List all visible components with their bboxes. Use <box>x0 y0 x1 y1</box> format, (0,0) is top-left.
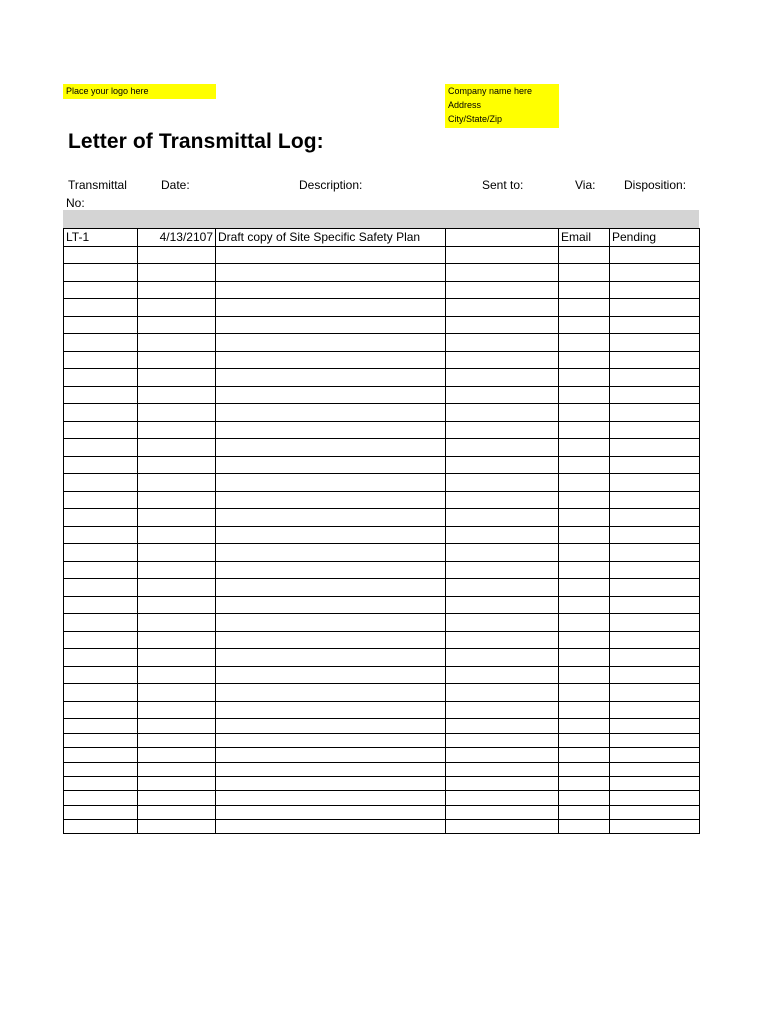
cell-description <box>216 684 446 702</box>
cell-via <box>559 748 610 763</box>
cell-disposition <box>610 282 700 299</box>
cell-disposition <box>610 352 700 369</box>
cell-description <box>216 791 446 806</box>
company-city-state-zip: City/State/Zip <box>448 114 503 124</box>
cell-via <box>559 579 610 597</box>
table-row <box>64 422 700 439</box>
table-row <box>64 527 700 544</box>
cell-disposition <box>610 614 700 632</box>
cell-transmittal-no <box>64 474 138 492</box>
cell-disposition <box>610 649 700 667</box>
table-row <box>64 579 700 597</box>
cell-description <box>216 579 446 597</box>
cell-sent-to <box>446 562 559 579</box>
table-row <box>64 820 700 834</box>
transmittal-log-body <box>64 229 700 834</box>
cell-description <box>216 474 446 492</box>
cell-date <box>138 264 216 282</box>
cell-sent-to <box>446 579 559 597</box>
table-row <box>64 777 700 791</box>
cell-sent-to <box>446 299 559 317</box>
cell-disposition <box>610 527 700 544</box>
cell-sent-to <box>446 282 559 299</box>
cell-description <box>216 334 446 352</box>
cell-transmittal-no <box>64 317 138 334</box>
cell-date <box>138 820 216 834</box>
table-row <box>64 509 700 527</box>
table-row <box>64 334 700 352</box>
cell-description <box>216 667 446 684</box>
cell-transmittal-no <box>64 282 138 299</box>
cell-sent-to <box>446 544 559 562</box>
cell-sent-to <box>446 719 559 734</box>
cell-transmittal-no <box>64 702 138 719</box>
cell-sent-to <box>446 734 559 748</box>
cell-date <box>138 492 216 509</box>
cell-description <box>216 247 446 264</box>
header-transmittal-line2: No: <box>66 196 85 210</box>
cell-date <box>138 702 216 719</box>
cell-via <box>559 791 610 806</box>
cell-via <box>559 806 610 820</box>
cell-disposition <box>610 334 700 352</box>
company-info-block <box>445 84 559 128</box>
cell-sent-to <box>446 791 559 806</box>
cell-date: 4/13/2107 <box>138 229 216 247</box>
cell-via <box>559 667 610 684</box>
cell-via <box>559 544 610 562</box>
cell-sent-to <box>446 684 559 702</box>
table-row <box>64 229 700 247</box>
cell-sent-to <box>446 806 559 820</box>
table-row <box>64 387 700 404</box>
cell-date <box>138 734 216 748</box>
header-via: Via: <box>575 178 596 192</box>
header-transmittal-line1: Transmittal <box>68 178 127 192</box>
cell-description <box>216 734 446 748</box>
cell-via <box>559 457 610 474</box>
cell-transmittal-no <box>64 597 138 614</box>
table-row <box>64 264 700 282</box>
cell-via <box>559 369 610 387</box>
cell-disposition <box>610 422 700 439</box>
cell-date <box>138 457 216 474</box>
table-row <box>64 457 700 474</box>
cell-description <box>216 544 446 562</box>
table-row <box>64 702 700 719</box>
cell-date <box>138 777 216 791</box>
table-row <box>64 632 700 649</box>
cell-disposition <box>610 632 700 649</box>
cell-date <box>138 334 216 352</box>
cell-description <box>216 806 446 820</box>
cell-date <box>138 352 216 369</box>
cell-transmittal-no <box>64 544 138 562</box>
table-row <box>64 667 700 684</box>
cell-description <box>216 614 446 632</box>
cell-disposition <box>610 702 700 719</box>
cell-disposition <box>610 684 700 702</box>
cell-transmittal-no <box>64 632 138 649</box>
table-row <box>64 719 700 734</box>
cell-description <box>216 719 446 734</box>
cell-via: Email <box>559 229 610 247</box>
cell-date <box>138 317 216 334</box>
cell-via <box>559 597 610 614</box>
cell-transmittal-no <box>64 614 138 632</box>
cell-sent-to <box>446 777 559 791</box>
cell-transmittal-no <box>64 509 138 527</box>
cell-via <box>559 649 610 667</box>
cell-disposition <box>610 806 700 820</box>
cell-disposition <box>610 387 700 404</box>
cell-sent-to <box>446 387 559 404</box>
cell-transmittal-no <box>64 369 138 387</box>
table-row <box>64 684 700 702</box>
cell-sent-to <box>446 369 559 387</box>
cell-sent-to <box>446 597 559 614</box>
cell-description <box>216 317 446 334</box>
cell-date <box>138 299 216 317</box>
table-row <box>64 439 700 457</box>
cell-description <box>216 702 446 719</box>
cell-transmittal-no <box>64 684 138 702</box>
cell-disposition <box>610 492 700 509</box>
cell-sent-to <box>446 229 559 247</box>
cell-date <box>138 791 216 806</box>
cell-date <box>138 649 216 667</box>
cell-disposition <box>610 474 700 492</box>
cell-date <box>138 632 216 649</box>
cell-date <box>138 387 216 404</box>
cell-disposition <box>610 597 700 614</box>
cell-sent-to <box>446 702 559 719</box>
cell-transmittal-no <box>64 777 138 791</box>
cell-transmittal-no <box>64 404 138 422</box>
cell-via <box>559 614 610 632</box>
table-row <box>64 352 700 369</box>
cell-description <box>216 404 446 422</box>
cell-transmittal-no <box>64 763 138 777</box>
cell-description <box>216 748 446 763</box>
cell-date <box>138 748 216 763</box>
table-row <box>64 369 700 387</box>
cell-via <box>559 474 610 492</box>
table-row <box>64 492 700 509</box>
header-sent-to: Sent to: <box>482 178 524 192</box>
page-title: Letter of Transmittal Log: <box>68 130 324 153</box>
cell-via <box>559 334 610 352</box>
cell-sent-to <box>446 317 559 334</box>
cell-transmittal-no <box>64 649 138 667</box>
cell-disposition <box>610 777 700 791</box>
cell-disposition <box>610 734 700 748</box>
cell-via <box>559 632 610 649</box>
cell-description <box>216 777 446 791</box>
cell-date <box>138 684 216 702</box>
table-row <box>64 282 700 299</box>
cell-via <box>559 282 610 299</box>
cell-sent-to <box>446 614 559 632</box>
cell-disposition <box>610 763 700 777</box>
cell-description <box>216 387 446 404</box>
cell-disposition <box>610 299 700 317</box>
cell-via <box>559 763 610 777</box>
cell-via <box>559 562 610 579</box>
cell-transmittal-no <box>64 667 138 684</box>
cell-date <box>138 614 216 632</box>
cell-sent-to <box>446 509 559 527</box>
header-band <box>63 210 699 228</box>
cell-date <box>138 667 216 684</box>
logo-placeholder-text: Place your logo here <box>66 86 149 96</box>
cell-sent-to <box>446 649 559 667</box>
cell-transmittal-no <box>64 579 138 597</box>
cell-via <box>559 492 610 509</box>
table-row <box>64 791 700 806</box>
cell-via <box>559 299 610 317</box>
cell-via <box>559 247 610 264</box>
table-row <box>64 806 700 820</box>
cell-sent-to <box>446 527 559 544</box>
cell-description <box>216 527 446 544</box>
cell-via <box>559 719 610 734</box>
cell-sent-to <box>446 748 559 763</box>
table-row <box>64 474 700 492</box>
cell-sent-to <box>446 667 559 684</box>
cell-transmittal-no <box>64 748 138 763</box>
cell-disposition <box>610 439 700 457</box>
table-row <box>64 649 700 667</box>
cell-date <box>138 439 216 457</box>
cell-description <box>216 492 446 509</box>
cell-description: Draft copy of Site Specific Safety Plan <box>216 229 446 247</box>
cell-description <box>216 352 446 369</box>
cell-via <box>559 509 610 527</box>
cell-date <box>138 806 216 820</box>
header-transmittal-no <box>68 176 127 194</box>
cell-transmittal-no <box>64 352 138 369</box>
cell-disposition <box>610 509 700 527</box>
header-disposition: Disposition: <box>624 178 687 192</box>
cell-date <box>138 527 216 544</box>
cell-disposition <box>610 579 700 597</box>
cell-description <box>216 763 446 777</box>
cell-description <box>216 439 446 457</box>
cell-disposition <box>610 544 700 562</box>
cell-description <box>216 457 446 474</box>
company-name: Company name here <box>448 86 533 96</box>
cell-disposition <box>610 317 700 334</box>
cell-via <box>559 702 610 719</box>
table-row <box>64 562 700 579</box>
cell-via <box>559 422 610 439</box>
cell-sent-to <box>446 492 559 509</box>
cell-date <box>138 763 216 777</box>
cell-via <box>559 352 610 369</box>
table-row <box>64 763 700 777</box>
cell-date <box>138 422 216 439</box>
cell-transmittal-no <box>64 247 138 264</box>
cell-via <box>559 820 610 834</box>
cell-date <box>138 597 216 614</box>
cell-date <box>138 579 216 597</box>
cell-sent-to <box>446 474 559 492</box>
cell-disposition <box>610 264 700 282</box>
cell-transmittal-no <box>64 791 138 806</box>
cell-transmittal-no <box>64 820 138 834</box>
cell-sent-to <box>446 439 559 457</box>
cell-sent-to <box>446 264 559 282</box>
cell-date <box>138 404 216 422</box>
cell-description <box>216 422 446 439</box>
cell-date <box>138 562 216 579</box>
cell-description <box>216 632 446 649</box>
cell-disposition <box>610 404 700 422</box>
cell-disposition <box>610 667 700 684</box>
header-date: Date: <box>161 178 190 192</box>
cell-date <box>138 282 216 299</box>
transmittal-log-table <box>63 228 700 834</box>
cell-description <box>216 299 446 317</box>
cell-transmittal-no <box>64 299 138 317</box>
cell-description <box>216 369 446 387</box>
cell-sent-to <box>446 422 559 439</box>
cell-disposition <box>610 369 700 387</box>
cell-transmittal-no <box>64 806 138 820</box>
cell-description <box>216 282 446 299</box>
cell-disposition: Pending <box>610 229 700 247</box>
table-row <box>64 317 700 334</box>
cell-sent-to <box>446 763 559 777</box>
cell-description <box>216 597 446 614</box>
cell-sent-to <box>446 820 559 834</box>
cell-sent-to <box>446 404 559 422</box>
table-row <box>64 404 700 422</box>
table-row <box>64 544 700 562</box>
table-row <box>64 748 700 763</box>
cell-via <box>559 439 610 457</box>
cell-sent-to <box>446 334 559 352</box>
cell-transmittal-no <box>64 492 138 509</box>
cell-disposition <box>610 791 700 806</box>
cell-date <box>138 509 216 527</box>
table-row <box>64 597 700 614</box>
cell-transmittal-no <box>64 527 138 544</box>
cell-description <box>216 649 446 667</box>
cell-description <box>216 820 446 834</box>
cell-sent-to <box>446 457 559 474</box>
cell-description <box>216 264 446 282</box>
cell-transmittal-no <box>64 387 138 404</box>
cell-transmittal-no <box>64 734 138 748</box>
cell-description <box>216 509 446 527</box>
cell-via <box>559 734 610 748</box>
table-row <box>64 734 700 748</box>
table-row <box>64 299 700 317</box>
cell-sent-to <box>446 352 559 369</box>
cell-disposition <box>610 719 700 734</box>
cell-date <box>138 719 216 734</box>
cell-disposition <box>610 457 700 474</box>
cell-transmittal-no <box>64 562 138 579</box>
cell-transmittal-no <box>64 264 138 282</box>
cell-transmittal-no <box>64 334 138 352</box>
cell-via <box>559 387 610 404</box>
cell-transmittal-no <box>64 457 138 474</box>
cell-via <box>559 527 610 544</box>
cell-via <box>559 317 610 334</box>
cell-transmittal-no <box>64 719 138 734</box>
cell-via <box>559 404 610 422</box>
cell-via <box>559 264 610 282</box>
cell-date <box>138 369 216 387</box>
table-row <box>64 614 700 632</box>
logo-placeholder <box>63 84 216 99</box>
cell-sent-to <box>446 632 559 649</box>
cell-date <box>138 474 216 492</box>
cell-via <box>559 684 610 702</box>
cell-date <box>138 247 216 264</box>
table-row <box>64 247 700 264</box>
cell-disposition <box>610 820 700 834</box>
cell-date <box>138 544 216 562</box>
cell-description <box>216 562 446 579</box>
cell-transmittal-no <box>64 422 138 439</box>
company-address: Address <box>448 100 482 110</box>
cell-via <box>559 777 610 791</box>
cell-sent-to <box>446 247 559 264</box>
cell-disposition <box>610 247 700 264</box>
cell-transmittal-no: LT-1 <box>64 229 138 247</box>
header-description: Description: <box>299 178 363 192</box>
cell-disposition <box>610 748 700 763</box>
cell-disposition <box>610 562 700 579</box>
cell-transmittal-no <box>64 439 138 457</box>
